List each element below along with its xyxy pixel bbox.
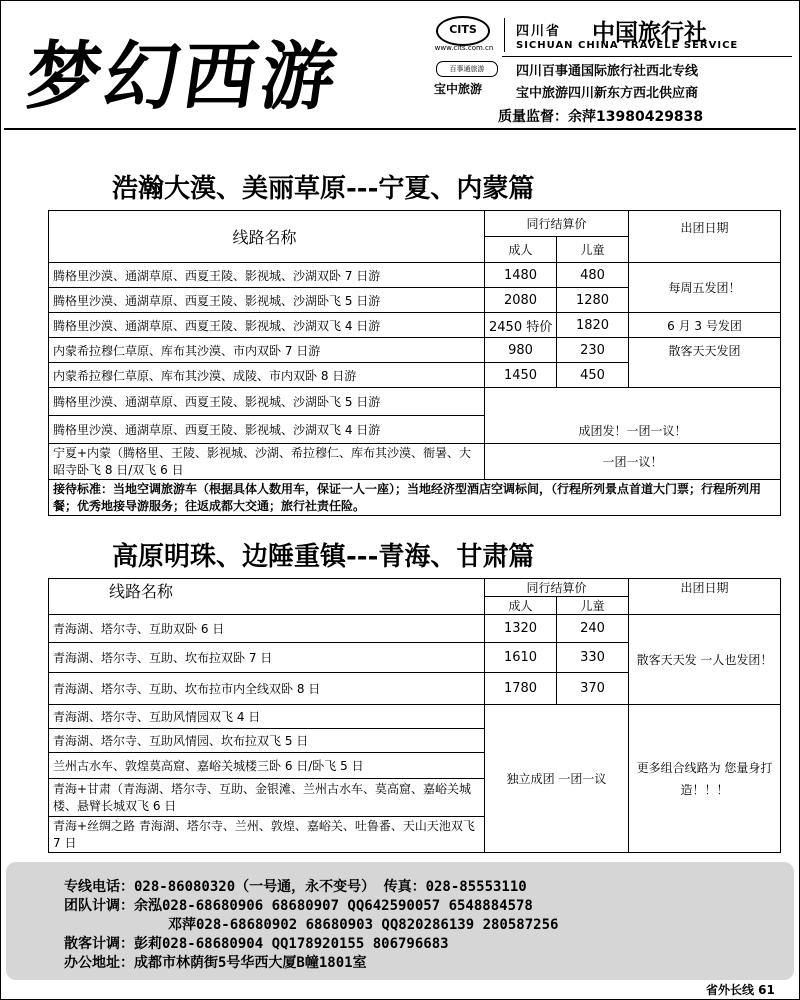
company-name: 中国旅行社 [592,19,707,46]
hotline: 专线电话：028-86080320（一号通，永不变号） 传真：028-85553110 [64,879,527,895]
route-name: 内蒙希拉穆仁草原、库布其沙漠、市内双卧 7 日游 [49,338,485,363]
route-name: 青海湖、塔尔寺、互助风情园双飞 4 日 [49,705,485,729]
route-name: 兰州古水车、敦煌莫高窟、嘉峪关城楼三卧 6 日/卧飞 5 日 [49,753,485,779]
header-date: 出团日期 [629,579,781,615]
child-price: 230 [557,338,629,363]
cits-url: www.cits.com.cn [434,44,494,52]
header-child: 儿童 [557,597,629,615]
header-route: 线路名称 [49,211,485,263]
child-price: 370 [557,673,629,705]
route-name: 腾格里沙漠、通湖草原、西夏王陵、影视城、沙湖卧飞 5 日游 [49,388,485,416]
route-name: 腾格里沙漠、通湖草原、西夏王陵、影视城、沙湖双飞 4 日游 [49,313,485,338]
route-name: 青海湖、塔尔寺、互助、坎布拉市内全线双卧 8 日 [49,673,485,705]
team-contact-2: 邓萍028-68680902 68680903 QQ820286139 280587256 [168,917,559,933]
company-name-en: SICHUAN CHINA TRAVELE SERVICE [516,40,739,51]
province-label: 四川省 [516,24,562,39]
route-name: 青海+甘肃（青海湖、塔尔寺、互助、金银滩、兰州古水车、莫高窟、嘉峪关城楼、悬臂长城双飞 6 日 [49,779,485,817]
divider [502,56,792,57]
adult-price: 2450 特价 [485,313,557,338]
route-name: 腾格里沙漠、通湖草原、西夏王陵、影视城、沙湖卧飞 5 日游 [49,288,485,313]
route-name: 内蒙希拉穆仁草原、库布其沙漠、成陵、市内双卧 8 日游 [49,363,485,388]
departure-date: 6 月 3 号发团 [629,313,781,338]
group-note: 成团发！一团一议！ [485,388,781,444]
service-standard: 接待标准：当地空调旅游车（根据具体人数用车，保证一人一座）；当地经济型酒店空调标间，（行程所列景点首道大门票；行程所列用餐；优秀地接导游服务；往返成都大交通；旅行社责任险。 [49,480,781,516]
child-price: 240 [557,615,629,643]
office-address: 办公地址：成都市林荫街5号华西大厦B幢1801室 [64,955,367,971]
group-note: 独立成团 一团一议 [485,705,629,853]
departure-weekly: 每周五发团！ [629,263,781,313]
adult-price: 980 [485,338,557,363]
child-price: 1820 [557,313,629,338]
route-name: 青海湖、塔尔寺、互助风情园、坎布拉双飞 5 日 [49,729,485,753]
header-adult: 成人 [485,597,557,615]
adult-price: 1450 [485,363,557,388]
route-name: 腾格里沙漠、通湖草原、西夏王陵、影视城、沙湖双卧 7 日游 [49,263,485,288]
partner-line-b: 宝中旅游四川新东方西北供应商 [516,86,699,101]
page-tag: 省外长线 61 [706,983,775,997]
baozhong-logo-icon: 宝中旅游 [434,82,483,96]
adult-price: 1610 [485,643,557,673]
quality-supervision: 质量监督：余萍13980429838 [498,109,704,125]
section2-title: 高原明珠、边陲重镇---青海、甘肃篇 [112,542,535,572]
brand-logo: 梦幻西游 [21,34,346,120]
adult-price: 2080 [485,288,557,313]
adult-price: 1320 [485,615,557,643]
header-price: 同行结算价 [485,211,629,237]
header-rule [4,128,796,130]
route-name: 宁夏+内蒙（腾格里、王陵、影视城、沙湖、希拉穆仁、库布其沙漠、衙暑、大昭寺卧飞 8 日/双飞 6 日 [49,444,485,480]
header-adult: 成人 [485,237,557,263]
child-price: 330 [557,643,629,673]
qinghai-route-table [48,578,781,853]
departure-daily: 散客天天发团 [629,338,781,388]
child-price: 450 [557,363,629,388]
header-date: 出团日期 [629,211,781,263]
custom-note: 更多组合线路为 您量身打造！！！ [629,705,781,853]
header-price: 同行结算价 [485,579,629,597]
ningxia-route-table [48,210,781,516]
child-price: 1280 [557,288,629,313]
contact-footer [6,862,794,980]
cits-logo-icon: CITS [436,16,490,46]
divider [504,18,505,52]
header-route: 线路名称 [49,579,485,615]
baishitong-logo-icon: 百事通旅游 [436,61,498,77]
team-contact-1: 团队计调：余泓028-68680906 68680907 QQ642590057 6548884578 [64,898,533,914]
route-name: 青海+丝绸之路 青海湖、塔尔寺、兰州、敦煌、嘉峪关、吐鲁番、天山天池双飞 7 日 [49,817,485,853]
child-price: 480 [557,263,629,288]
adult-price: 1780 [485,673,557,705]
departure-daily: 散客天天发 一人也发团！ [629,615,781,705]
solo-contact: 散客计调：彭莉028-68680904 QQ178920155 806796683 [64,936,449,952]
header-child: 儿童 [557,237,629,263]
route-name: 青海湖、塔尔寺、互助双卧 6 日 [49,615,485,643]
partner-line-a: 四川百事通国际旅行社西北专线 [516,64,699,79]
route-name: 腾格里沙漠、通湖草原、西夏王陵、影视城、沙湖双飞 4 日游 [49,416,485,444]
adult-price: 1480 [485,263,557,288]
section1-title: 浩瀚大漠、美丽草原---宁夏、内蒙篇 [112,174,535,204]
route-name: 青海湖、塔尔寺、互助、坎布拉双卧 7 日 [49,643,485,673]
group-note: 一团一议！ [485,444,781,480]
